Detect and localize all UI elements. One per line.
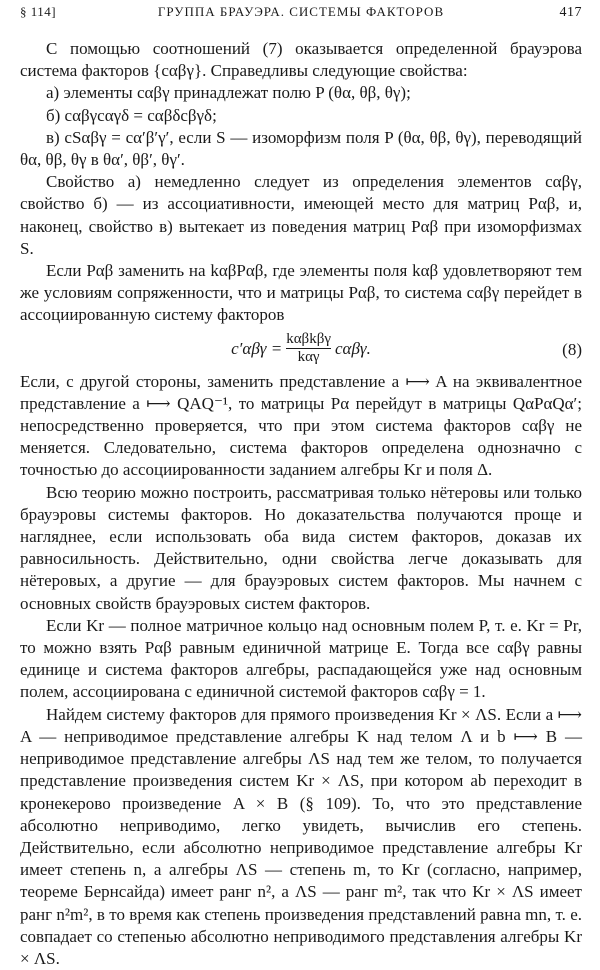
equation-8 <box>20 327 582 371</box>
paragraph: Если Pαβ заменить на kαβPαβ, где элементы поля kαβ удовлетворяют тем же условиям сопряженности, что и матрицы Pαβ, то система cαβγ перейдет в ассоциированную систему факторов <box>20 261 582 325</box>
equation-number: (8) <box>562 339 582 359</box>
fraction-denominator: kαγ <box>297 349 320 366</box>
paragraph: Свойство а) немедленно следует из определения элементов cαβγ, свойство б) — из ассоциативности, имеющей место для матриц Pαβ, и, наконец, свойство в) вытекает из поведения матриц Pαβ при изоморфизмах S. <box>20 172 582 258</box>
property-a: а) элементы cαβγ принадлежат полю P (θα, θβ, θγ); <box>46 83 411 103</box>
running-title: ГРУППА БРАУЭРА. СИСТЕМЫ ФАКТОРОВ <box>157 4 445 19</box>
paragraph: Если, с другой стороны, заменить представление a ⟼ A на эквивалентное представление a ⟼ QAQ⁻¹, то матрицы Pα перейдут в матрицы QαPαQα′; непосредственно проверяется, что при этом система факторов cαβγ не меняется. Следовательно, система факторов определена однозначно с точностью до ассоциированности заданием алгебры Kr и поля Δ. <box>20 371 582 480</box>
paragraph: Всю теорию можно построить, рассматривая только нётеровы или только брауэровы системы факторов. Но доказательства получаются проще и нагляднее, если использовать оба вида систем факторов, доказав их равносильность. Действительно, одни свойства легче доказывать для нётеровых, а другие — для брауэровых систем факторов. Мы начнем с основных свойств брауэровых систем факторов. <box>20 482 582 613</box>
equation-lhs: c′αβγ = <box>231 338 283 358</box>
section-mark: § 114] <box>20 4 57 19</box>
equation-fraction <box>286 331 331 366</box>
paragraph: Если Kr — полное матричное кольцо над основным полем P, т. е. Kr = Pr, то можно взять Pαβ равным единичной матрице E. Тогда все cαβγ равны единице и система факторов алгебры, распадающейся уже над основным полем, ассоциирована с единичной системой факторов cαβγ = 1. <box>20 615 582 702</box>
running-header <box>20 4 582 26</box>
paragraph: С помощью соотношений (7) оказывается определенной брауэрова система факторов {cαβγ}. Справедливы следующие свойства: <box>20 39 582 81</box>
fraction-numerator: kαβkβγ <box>286 331 331 348</box>
page-number: 417 <box>559 5 582 20</box>
equation-rhs: cαβγ. <box>334 338 371 358</box>
page-body <box>20 38 582 970</box>
paragraph: Найдем систему факторов для прямого произведения Kr × ΛS. Если a ⟼ A — неприводимое представление алгебры K над телом Λ и b ⟼ B — неприводимое представление алгебры ΛS над тем же телом, то получается представление произведения систем Kr × ΛS, при котором ab переходит в кронекерово произведение A × B (§ 109). То, что это представление абсолютно неприводимо, легко увидеть, вычислив его степень. Действительно, если абсолютно неприводимое представление алгебры Kr имеет степень n, а алгебры ΛS — степень m, то Kr (согласно, например, теореме Бернсайда) имеет ранг n², а ΛS — ранг m², так что Kr × ΛS имеет ранг n²m², в то время как степень произведения представлений равна mn, т. е. совпадает со степенью абсолютно неприводимого представления алгебры Kr × ΛS. <box>20 704 582 968</box>
property-b: б) cαβγcαγδ = cαβδcβγδ; <box>46 105 217 125</box>
property-c: в) cSαβγ = cα′β′γ′, если S — изоморфизм поля P (θα, θβ, θγ), переводящий θα, θβ, θγ в θα′, θβ′, θγ′. <box>20 127 582 170</box>
